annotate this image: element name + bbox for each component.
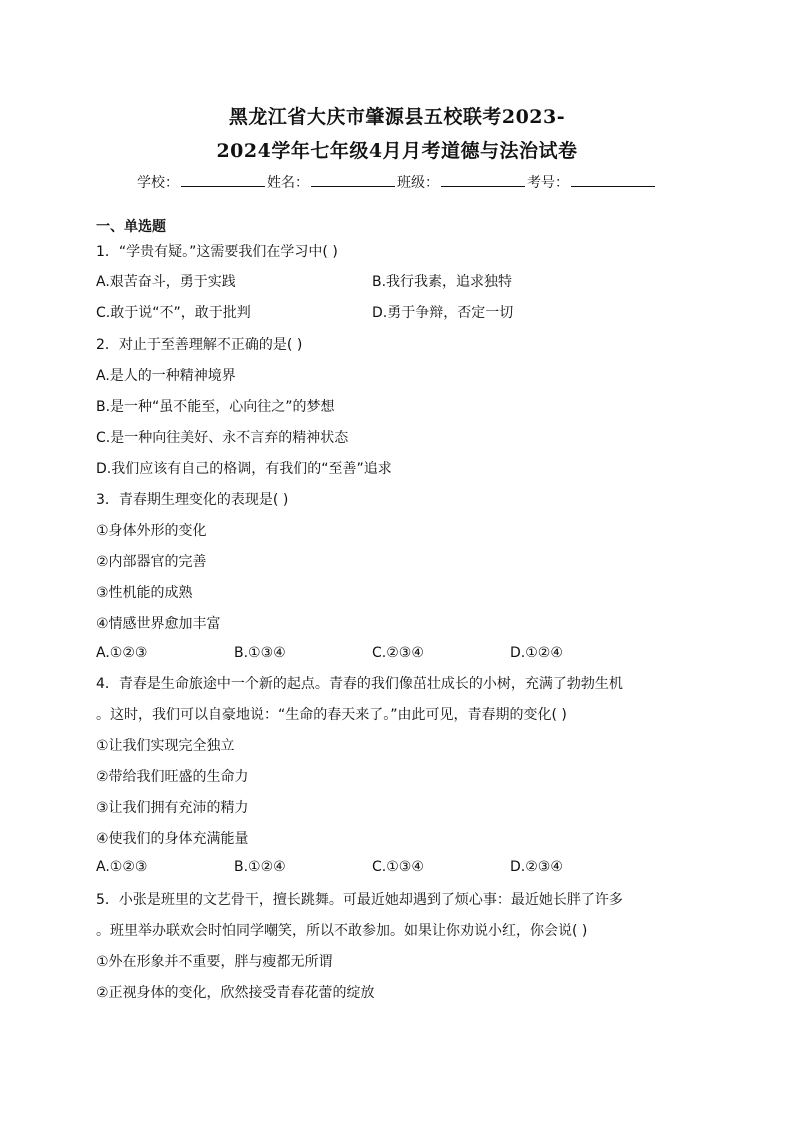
q5-stem-line1: 5．小张是班里的文艺骨干，擅长跳舞。可最近她却遇到了烦心事：最近她长胖了许多 xyxy=(96,892,623,908)
q2-option-a: A.是人的一种精神境界 xyxy=(96,368,236,384)
q4-option-a: A.①②③ xyxy=(96,859,148,875)
exam-title-line2: 2024学年七年级4月月考道德与法治试卷 xyxy=(216,140,578,162)
q5-stem-line2: 。班里举办联欢会时怕同学嘲笑，所以不敢参加。如果让你劝说小红，你会说( ) xyxy=(96,923,588,939)
q3-statement-2: ②内部器官的完善 xyxy=(96,554,207,570)
exam-title-line1: 黑龙江省大庆市肇源县五校联考2023- xyxy=(228,106,566,128)
student-info-row xyxy=(0,172,794,192)
name-label: 姓名： xyxy=(267,175,309,191)
q1-option-a: A.艰苦奋斗，勇于实践 xyxy=(96,274,236,290)
q4-statement-2: ②带给我们旺盛的生命力 xyxy=(96,769,249,785)
q1-option-d: D.勇于争辩，否定一切 xyxy=(372,305,514,321)
q4-stem-line2: 。这时，我们可以自豪地说：“生命的春天来了。”由此可见，青春期的变化( ) xyxy=(96,707,567,723)
q2-option-b: B.是一种“虽不能至，心向往之”的梦想 xyxy=(96,399,335,415)
q4-option-c: C.①③④ xyxy=(372,859,424,875)
q2-option-d: D.我们应该有自己的格调，有我们的“至善”追求 xyxy=(96,461,392,477)
q3-option-d: D.①②④ xyxy=(510,645,563,661)
q3-stem: 3．青春期生理变化的表现是( ) xyxy=(96,492,289,508)
q2-stem: 2．对止于至善理解不正确的是( ) xyxy=(96,337,303,353)
q4-option-d: D.②③④ xyxy=(510,859,563,875)
q3-statement-4: ④情感世界愈加丰富 xyxy=(96,616,221,632)
name-blank[interactable] xyxy=(311,174,395,187)
exam-number-blank[interactable] xyxy=(571,174,655,187)
q1-stem: 1．“学贵有疑。”这需要我们在学习中( ) xyxy=(96,244,338,260)
q5-statement-1: ①外在形象并不重要，胖与瘦都无所谓 xyxy=(96,954,333,970)
section-heading: 一、单选题 xyxy=(96,219,166,235)
q3-option-b: B.①③④ xyxy=(234,645,286,661)
q3-statement-1: ①身体外形的变化 xyxy=(96,523,207,539)
class-label: 班级： xyxy=(397,175,439,191)
school-blank[interactable] xyxy=(181,174,265,187)
q4-statement-3: ③让我们拥有充沛的精力 xyxy=(96,800,249,816)
exam-number-label: 考号： xyxy=(527,175,569,191)
school-label: 学校： xyxy=(137,175,179,191)
q4-stem-line1: 4．青春是生命旅途中一个新的起点。青春的我们像茁壮成长的小树，充满了勃勃生机 xyxy=(96,676,623,692)
q1-option-c: C.敢于说“不”，敢于批判 xyxy=(96,305,251,321)
q4-statement-1: ①让我们实现完全独立 xyxy=(96,738,235,754)
q5-statement-2: ②正视身体的变化，欣然接受青春花蕾的绽放 xyxy=(96,985,375,1001)
q3-option-c: C.②③④ xyxy=(372,645,424,661)
q3-option-a: A.①②③ xyxy=(96,645,148,661)
q2-option-c: C.是一种向往美好、永不言弃的精神状态 xyxy=(96,430,349,446)
q4-statement-4: ④使我们的身体充满能量 xyxy=(96,831,249,847)
class-blank[interactable] xyxy=(441,174,525,187)
q1-option-b: B.我行我素，追求独特 xyxy=(372,274,513,290)
q3-statement-3: ③性机能的成熟 xyxy=(96,585,193,601)
q4-option-b: B.①②④ xyxy=(234,859,286,875)
